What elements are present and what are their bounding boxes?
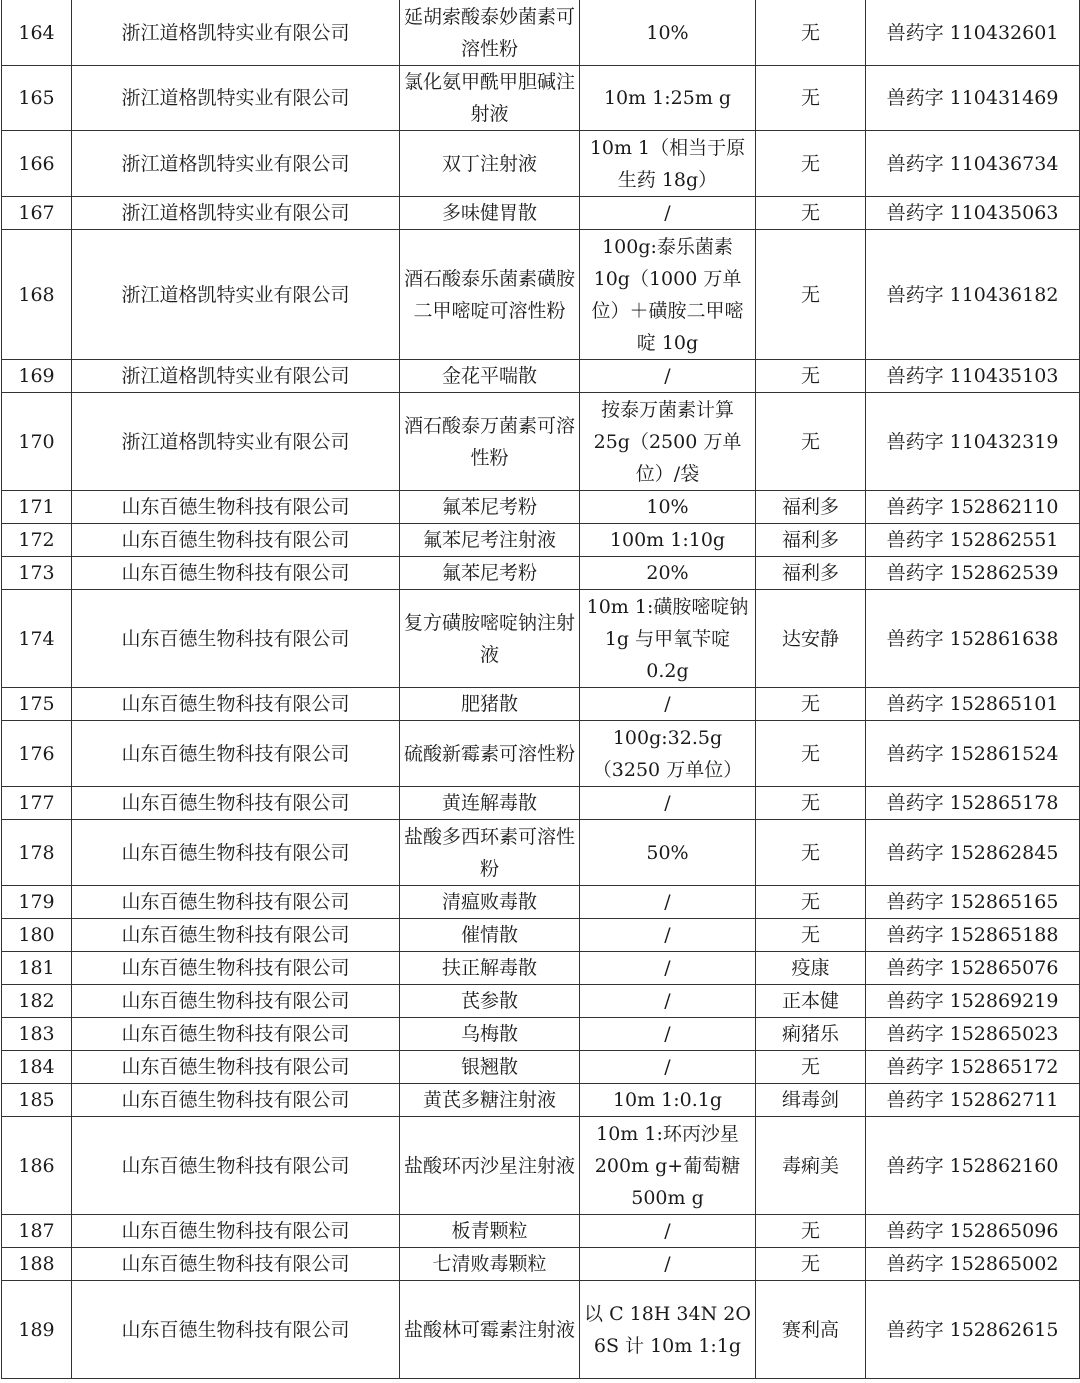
approval-number: 兽药字 152862845 [866, 820, 1080, 886]
product-spec: / [580, 1248, 756, 1281]
product-name: 黄连解毒散 [400, 787, 580, 820]
approval-number: 兽药字 152862539 [866, 557, 1080, 590]
product-spec: 100g:32.5g（3250 万单位） [580, 721, 756, 787]
product-name: 酒石酸泰万菌素可溶性粉 [400, 393, 580, 491]
brand-name: 无 [756, 1248, 866, 1281]
product-spec: 10m 1:0.1g [580, 1084, 756, 1117]
product-spec: 50% [580, 820, 756, 886]
company-name: 山东百德生物科技有限公司 [72, 952, 400, 985]
product-spec: / [580, 1018, 756, 1051]
company-name: 浙江道格凯特实业有限公司 [72, 230, 400, 360]
table-row [2, 197, 1080, 230]
product-name: 盐酸多西环素可溶性粉 [400, 820, 580, 886]
table-row [2, 919, 1080, 952]
approval-number: 兽药字 152861524 [866, 721, 1080, 787]
brand-name: 赛利高 [756, 1281, 866, 1379]
table-row [2, 1018, 1080, 1051]
brand-name: 无 [756, 0, 866, 66]
company-name: 山东百德生物科技有限公司 [72, 524, 400, 557]
company-name: 浙江道格凯特实业有限公司 [72, 360, 400, 393]
brand-name: 无 [756, 688, 866, 721]
row-number: 166 [2, 131, 72, 197]
row-number: 171 [2, 491, 72, 524]
row-number: 169 [2, 360, 72, 393]
row-number: 189 [2, 1281, 72, 1379]
approval-number: 兽药字 152865076 [866, 952, 1080, 985]
product-spec: / [580, 985, 756, 1018]
product-name: 盐酸林可霉素注射液 [400, 1281, 580, 1379]
product-name: 扶正解毒散 [400, 952, 580, 985]
product-spec: 20% [580, 557, 756, 590]
product-spec: 100m 1:10g [580, 524, 756, 557]
product-spec: 按泰万菌素计算 25g（2500 万单位）/袋 [580, 393, 756, 491]
approval-number: 兽药字 152865002 [866, 1248, 1080, 1281]
product-spec: / [580, 787, 756, 820]
approval-number: 兽药字 110431469 [866, 66, 1080, 131]
product-spec: 100g:泰乐菌素 10g（1000 万单位）＋磺胺二甲嘧啶 10g [580, 230, 756, 360]
brand-name: 无 [756, 919, 866, 952]
brand-name: 达安静 [756, 590, 866, 688]
row-number: 176 [2, 721, 72, 787]
company-name: 山东百德生物科技有限公司 [72, 1281, 400, 1379]
brand-name: 无 [756, 787, 866, 820]
approval-number: 兽药字 152865188 [866, 919, 1080, 952]
product-name: 酒石酸泰乐菌素磺胺二甲嘧啶可溶性粉 [400, 230, 580, 360]
product-name: 氟苯尼考注射液 [400, 524, 580, 557]
approval-number: 兽药字 152865023 [866, 1018, 1080, 1051]
product-spec: 10% [580, 0, 756, 66]
approval-number: 兽药字 110436182 [866, 230, 1080, 360]
product-name: 氟苯尼考粉 [400, 491, 580, 524]
product-name: 复方磺胺嘧啶钠注射液 [400, 590, 580, 688]
brand-name: 无 [756, 1215, 866, 1248]
product-name: 板青颗粒 [400, 1215, 580, 1248]
row-number: 184 [2, 1051, 72, 1084]
table-row [2, 1281, 1080, 1379]
table-row [2, 524, 1080, 557]
approval-number: 兽药字 110435103 [866, 360, 1080, 393]
row-number: 164 [2, 0, 72, 66]
company-name: 山东百德生物科技有限公司 [72, 985, 400, 1018]
table-row [2, 1248, 1080, 1281]
product-spec: / [580, 919, 756, 952]
brand-name: 正本健 [756, 985, 866, 1018]
approval-number: 兽药字 152861638 [866, 590, 1080, 688]
company-name: 浙江道格凯特实业有限公司 [72, 393, 400, 491]
company-name: 山东百德生物科技有限公司 [72, 886, 400, 919]
approval-number: 兽药字 110436734 [866, 131, 1080, 197]
company-name: 山东百德生物科技有限公司 [72, 590, 400, 688]
product-name: 硫酸新霉素可溶性粉 [400, 721, 580, 787]
product-name: 清瘟败毒散 [400, 886, 580, 919]
row-number: 175 [2, 688, 72, 721]
product-spec: / [580, 197, 756, 230]
table-row [2, 820, 1080, 886]
product-name: 黄芪多糖注射液 [400, 1084, 580, 1117]
brand-name: 无 [756, 66, 866, 131]
product-spec: 10m 1:磺胺嘧啶钠 1g 与甲氧苄啶 0.2g [580, 590, 756, 688]
product-spec: / [580, 1051, 756, 1084]
row-number: 173 [2, 557, 72, 590]
product-name: 多味健胃散 [400, 197, 580, 230]
approval-number: 兽药字 152862551 [866, 524, 1080, 557]
company-name: 山东百德生物科技有限公司 [72, 1248, 400, 1281]
product-spec: 以 C 18H 34N 2O 6S 计 10m 1:1g [580, 1281, 756, 1379]
table-row [2, 1051, 1080, 1084]
company-name: 山东百德生物科技有限公司 [72, 820, 400, 886]
brand-name: 痢猪乐 [756, 1018, 866, 1051]
table-row [2, 1084, 1080, 1117]
table-row [2, 557, 1080, 590]
company-name: 浙江道格凯特实业有限公司 [72, 197, 400, 230]
product-name: 双丁注射液 [400, 131, 580, 197]
table-row [2, 590, 1080, 688]
row-number: 182 [2, 985, 72, 1018]
company-name: 山东百德生物科技有限公司 [72, 1018, 400, 1051]
approval-number: 兽药字 110432601 [866, 0, 1080, 66]
row-number: 180 [2, 919, 72, 952]
row-number: 177 [2, 787, 72, 820]
company-name: 浙江道格凯特实业有限公司 [72, 131, 400, 197]
table-row [2, 230, 1080, 360]
table-row [2, 131, 1080, 197]
row-number: 179 [2, 886, 72, 919]
product-name: 肥猪散 [400, 688, 580, 721]
table-row [2, 393, 1080, 491]
company-name: 浙江道格凯特实业有限公司 [72, 0, 400, 66]
product-spec: / [580, 886, 756, 919]
approval-number: 兽药字 110432319 [866, 393, 1080, 491]
product-spec: / [580, 688, 756, 721]
brand-name: 无 [756, 886, 866, 919]
approval-number: 兽药字 152865096 [866, 1215, 1080, 1248]
company-name: 山东百德生物科技有限公司 [72, 491, 400, 524]
approval-number: 兽药字 152862160 [866, 1117, 1080, 1215]
table-row [2, 360, 1080, 393]
table-body [2, 0, 1080, 1379]
row-number: 178 [2, 820, 72, 886]
approval-number: 兽药字 152862615 [866, 1281, 1080, 1379]
company-name: 山东百德生物科技有限公司 [72, 557, 400, 590]
product-spec: 10m 1:环丙沙星 200m g+葡萄糖 500m g [580, 1117, 756, 1215]
row-number: 181 [2, 952, 72, 985]
row-number: 165 [2, 66, 72, 131]
brand-name: 疫康 [756, 952, 866, 985]
company-name: 浙江道格凯特实业有限公司 [72, 66, 400, 131]
brand-name: 无 [756, 1051, 866, 1084]
product-name: 盐酸环丙沙星注射液 [400, 1117, 580, 1215]
row-number: 168 [2, 230, 72, 360]
table-row [2, 66, 1080, 131]
brand-name: 无 [756, 360, 866, 393]
table-row [2, 952, 1080, 985]
product-name: 延胡索酸泰妙菌素可溶性粉 [400, 0, 580, 66]
brand-name: 福利多 [756, 557, 866, 590]
product-spec: / [580, 360, 756, 393]
company-name: 山东百德生物科技有限公司 [72, 688, 400, 721]
product-spec: 10% [580, 491, 756, 524]
product-spec: / [580, 952, 756, 985]
company-name: 山东百德生物科技有限公司 [72, 1117, 400, 1215]
brand-name: 福利多 [756, 524, 866, 557]
brand-name: 缉毒剑 [756, 1084, 866, 1117]
brand-name: 无 [756, 721, 866, 787]
product-spec: 10m 1:25m g [580, 66, 756, 131]
approval-number: 兽药字 110435063 [866, 197, 1080, 230]
product-name: 氟苯尼考粉 [400, 557, 580, 590]
table-row [2, 688, 1080, 721]
company-name: 山东百德生物科技有限公司 [72, 1215, 400, 1248]
table-row [2, 721, 1080, 787]
table-row [2, 491, 1080, 524]
row-number: 172 [2, 524, 72, 557]
company-name: 山东百德生物科技有限公司 [72, 787, 400, 820]
company-name: 山东百德生物科技有限公司 [72, 1051, 400, 1084]
approval-number: 兽药字 152865101 [866, 688, 1080, 721]
company-name: 山东百德生物科技有限公司 [72, 1084, 400, 1117]
product-name: 七清败毒颗粒 [400, 1248, 580, 1281]
approval-number: 兽药字 152865178 [866, 787, 1080, 820]
brand-name: 毒痢美 [756, 1117, 866, 1215]
product-name: 芪参散 [400, 985, 580, 1018]
product-name: 银翘散 [400, 1051, 580, 1084]
product-name: 催情散 [400, 919, 580, 952]
approval-number: 兽药字 152862110 [866, 491, 1080, 524]
product-name: 乌梅散 [400, 1018, 580, 1051]
approval-number: 兽药字 152869219 [866, 985, 1080, 1018]
brand-name: 无 [756, 393, 866, 491]
product-spec: 10m 1（相当于原生药 18g） [580, 131, 756, 197]
row-number: 167 [2, 197, 72, 230]
row-number: 170 [2, 393, 72, 491]
row-number: 185 [2, 1084, 72, 1117]
brand-name: 福利多 [756, 491, 866, 524]
row-number: 188 [2, 1248, 72, 1281]
table-row [2, 787, 1080, 820]
product-name: 氯化氨甲酰甲胆碱注射液 [400, 66, 580, 131]
company-name: 山东百德生物科技有限公司 [72, 919, 400, 952]
product-name: 金花平喘散 [400, 360, 580, 393]
table-row [2, 1215, 1080, 1248]
brand-name: 无 [756, 820, 866, 886]
approval-number: 兽药字 152865172 [866, 1051, 1080, 1084]
brand-name: 无 [756, 230, 866, 360]
table-row [2, 985, 1080, 1018]
row-number: 187 [2, 1215, 72, 1248]
row-number: 186 [2, 1117, 72, 1215]
brand-name: 无 [756, 197, 866, 230]
table-row [2, 0, 1080, 66]
company-name: 山东百德生物科技有限公司 [72, 721, 400, 787]
row-number: 174 [2, 590, 72, 688]
row-number: 183 [2, 1018, 72, 1051]
product-spec: / [580, 1215, 756, 1248]
drug-registry-table [1, 0, 1080, 1379]
brand-name: 无 [756, 131, 866, 197]
table-row [2, 1117, 1080, 1215]
approval-number: 兽药字 152865165 [866, 886, 1080, 919]
approval-number: 兽药字 152862711 [866, 1084, 1080, 1117]
table-row [2, 886, 1080, 919]
